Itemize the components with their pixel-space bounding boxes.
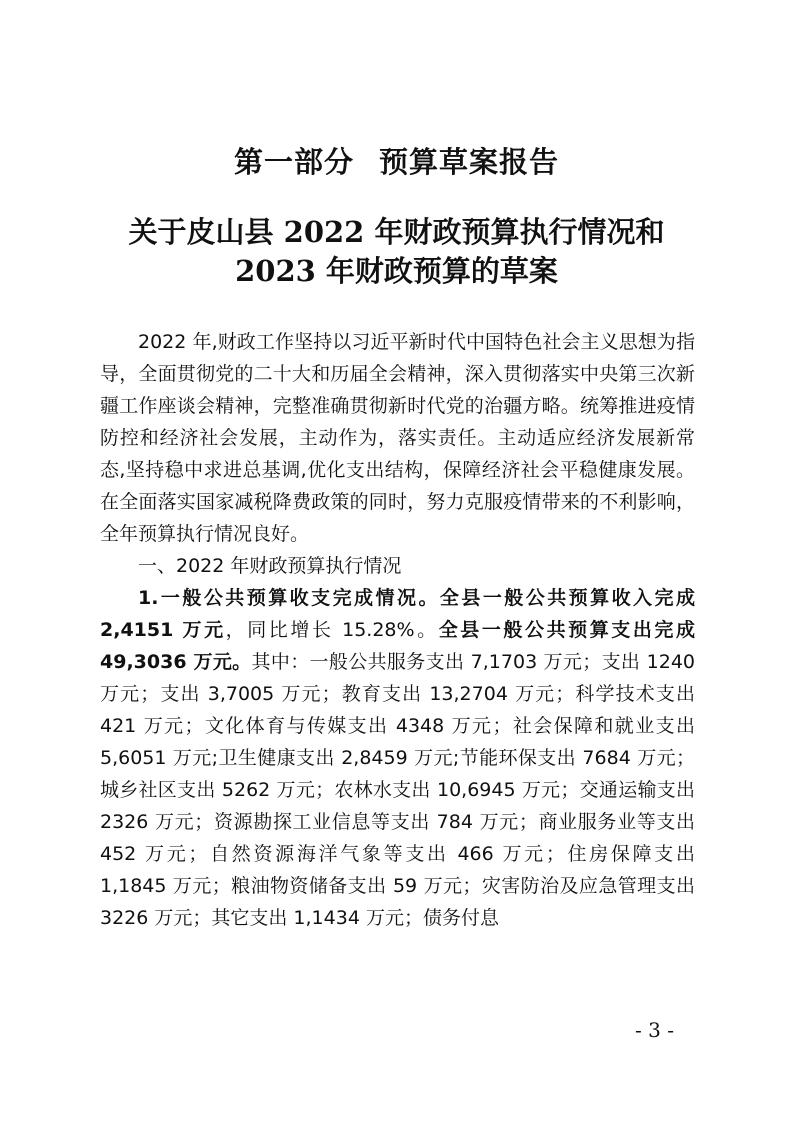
intro-paragraph: 2022 年,财政工作坚持以习近平新时代中国特色社会主义思想为指导，全面贯彻党的二十大和历届全会精神，深入贯彻落实中央第三次新疆工作座谈会精神，完整准确贯彻新时代党的治疆方略。统筹推进疫情防控和经济社会发展，主动作为，落实责任。主动适应经济发展新常态,坚持稳中求进总基调,优化支出结构，保障经济社会平稳健康发展。在全面落实国家减税降费政策的同时，努力克服疫情带来的不利影响，全年预算执行情况良好。 — [100, 331, 695, 545]
document-title — [0, 213, 793, 291]
expenditure-breakdown: 其中：一般公共服务支出 7,1703 万元；支出 1240 万元；支出 3,7005 万元；教育支出 13,2704 万元；科学技术支出 421 万元；文化体育与传媒支出 4348 万元；社会保障和就业支出 5,6051 万元;卫生健康支出 2,8459 万元;节能环保支出 7684 万元；城乡社区支出 5262 万元；农林水支出 10,6945 万元；交通运输支出 2326 万元；资源勘探工业信息等支出 784 万元；商业服务业等支出 452 万元；自然资源海洋气象等支出 466 万元；住房保障支出 1,1845 万元；粮油物资储备支出 59 万元；灾害防治及应急管理支出 3226 万元；其它支出 1,1434 万元；债务付息 — [100, 651, 695, 929]
revenue-summary: 1.一般公共预算收支完成情况。全县一般公共预算收入完成 2,4151 万元 — [100, 587, 695, 641]
page-number: - 3 - — [635, 1018, 674, 1042]
revenue-growth: ，同比增长 15.28%。 — [225, 619, 439, 641]
expenditure-summary: 全县一般公共预算支出完成 49,3036 万元。 — [100, 619, 695, 673]
budget-execution-paragraph — [100, 582, 695, 934]
document-body — [100, 326, 695, 934]
section-heading: 一、2022 年财政预算执行情况 — [138, 555, 402, 577]
document-title-line-1: 关于皮山县 2022 年财政预算执行情况和 — [128, 215, 665, 249]
part-title: 第一部分 预算草案报告 — [233, 145, 560, 179]
document-title-line-2: 2023 年财政预算的草案 — [235, 254, 558, 288]
